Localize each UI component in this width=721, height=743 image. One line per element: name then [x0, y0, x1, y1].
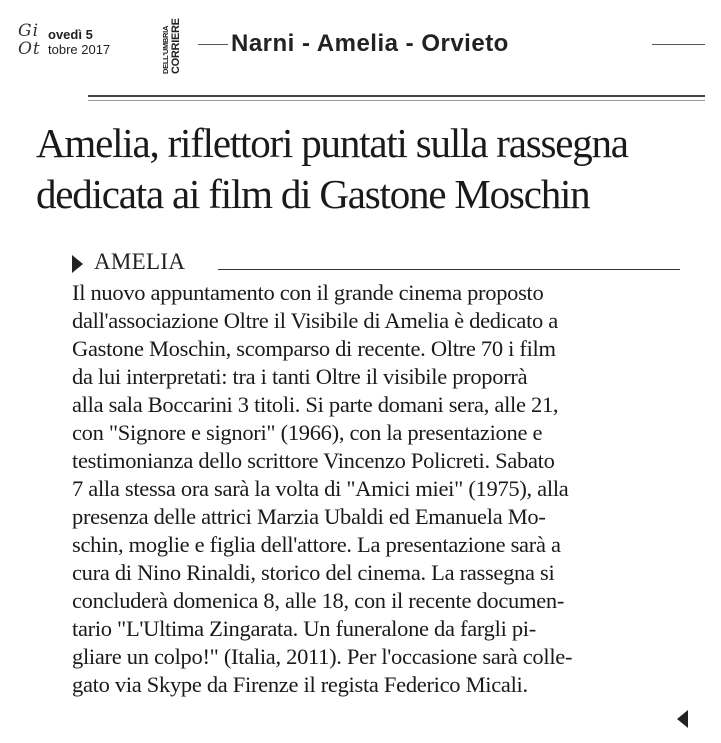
body-line: Il nuovo appuntamento con il grande cinema proposto: [72, 280, 544, 305]
headline-line: Amelia, riflettori puntati sulla rassegna: [36, 120, 628, 166]
body-line: testimonianza dello scrittore Vincenzo Policreti. Sabato: [72, 448, 555, 473]
body-line: gliare un colpo!" (Italia, 2011). Per l'occasione sarà colle-: [72, 644, 573, 669]
kicker-location: AMELIA: [94, 249, 186, 274]
body-line: Gastone Moschin, scomparso di recente. Oltre 70 i film: [72, 336, 556, 361]
kicker-underline: [218, 269, 680, 270]
date-line-1: ovedì 5: [48, 27, 93, 42]
header-rule: [88, 95, 705, 97]
triangle-left-icon: [677, 710, 688, 728]
section-divider-right: [652, 44, 705, 45]
publication-date: [48, 27, 110, 57]
logo-line-2: DELL'UMBRIA: [161, 25, 170, 74]
header-rule-thin: [88, 100, 705, 101]
article-body: [72, 279, 712, 699]
body-line: cura di Nino Rinaldi, storico del cinema. La rassegna si: [72, 560, 555, 585]
body-line: tario "L'Ultima Zingarata. Un funeralone da fargli pi-: [72, 616, 536, 641]
body-line: presenza delle attrici Marzia Ubaldi ed Emanuela Mo-: [72, 504, 546, 529]
body-line: 7 alla stessa ora sarà la volta di "Amici miei" (1975), alla: [72, 476, 569, 501]
body-line: concluderà domenica 8, alle 18, con il recente documen-: [72, 588, 565, 613]
page-header: [0, 0, 721, 100]
date-line-2: tobre 2017: [48, 42, 111, 57]
body-line: gato via Skype da Firenze il regista Federico Micali.: [72, 672, 528, 697]
newspaper-logo: [160, 18, 194, 74]
body-line: dall'associazione Oltre il Visibile di Amelia è dedicato a: [72, 308, 558, 333]
body-line: da lui interpretati: tra i tanti Oltre il visibile proporrà: [72, 364, 528, 389]
handwritten-day: Gi: [18, 21, 40, 41]
section-divider-left: [198, 44, 228, 45]
handwritten-month: Ot: [18, 39, 41, 59]
body-line: schin, moglie e figlia dell'attore. La presentazione sarà a: [72, 532, 561, 557]
handwritten-date-note: [18, 22, 41, 58]
triangle-right-icon: [72, 255, 83, 273]
headline-line: dedicata ai film di Gastone Moschin: [36, 171, 590, 217]
logo-line-1: CORRIERE: [170, 18, 182, 74]
article-headline: [36, 118, 716, 220]
body-line: alla sala Boccarini 3 titoli. Si parte domani sera, alle 21,: [72, 392, 559, 417]
article-kicker: [72, 248, 680, 278]
body-line: con "Signore e signori" (1966), con la presentazione e: [72, 420, 543, 445]
section-title: Narni - Amelia - Orvieto: [231, 30, 509, 57]
